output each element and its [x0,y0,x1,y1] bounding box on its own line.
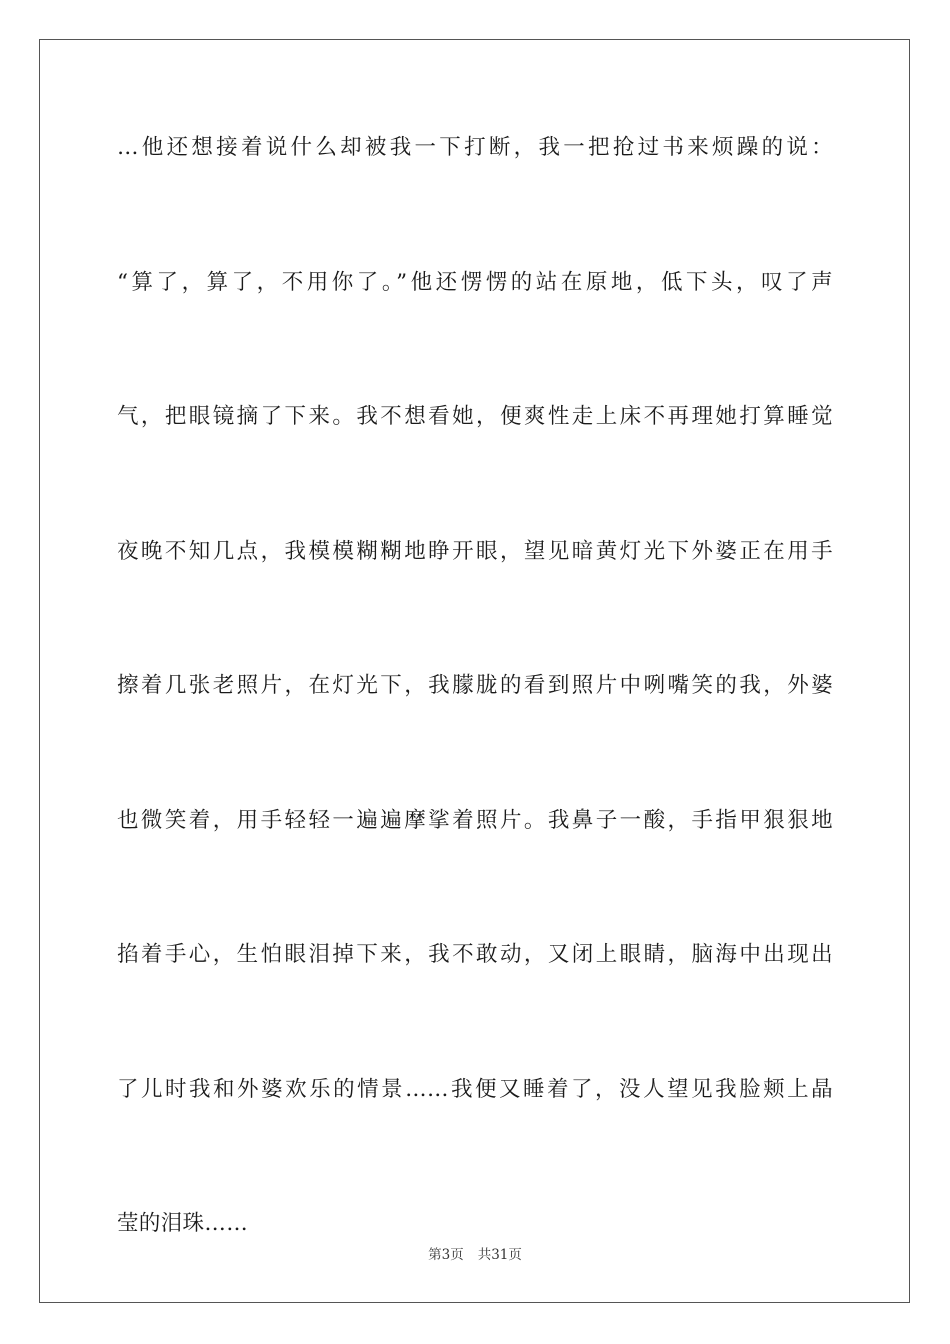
document-body [117,127,833,1338]
text-line: “算了，算了，不用你了。”他还愣愣的站在原地，低下头，叹了声 [117,269,833,295]
text-line: …他还想接着说什么却被我一下打断，我一把抢过书来烦躁的说： [117,135,833,160]
page-footer [0,1246,950,1264]
text-line: 掐着手心，生怕眼泪掉下来，我不敢动，又闭上眼睛，脑海中出现出 [117,942,833,967]
page-total: 共31页 [477,1247,522,1263]
text-line: 气，把眼镜摘了下来。我不想看她，便爽性走上床不再理她打算睡觉 [117,404,833,429]
text-line: 莹的泪珠…… [117,1211,249,1236]
page-number: 第3页 [428,1247,464,1263]
text-line: 也微笑着，用手轻轻一遍遍摩挲着照片。我鼻子一酸，手指甲狠狠地 [117,807,833,833]
text-line: 擦着几张老照片，在灯光下，我朦胧的看到照片中咧嘴笑的我，外婆 [117,673,833,698]
text-line: 夜晚不知几点，我模模糊糊地睁开眼，望见暗黄灯光下外婆正在用手 [117,538,833,564]
text-line: 了儿时我和外婆欢乐的情景……我便又睡着了，没人望见我脸颊上晶 [117,1076,833,1102]
